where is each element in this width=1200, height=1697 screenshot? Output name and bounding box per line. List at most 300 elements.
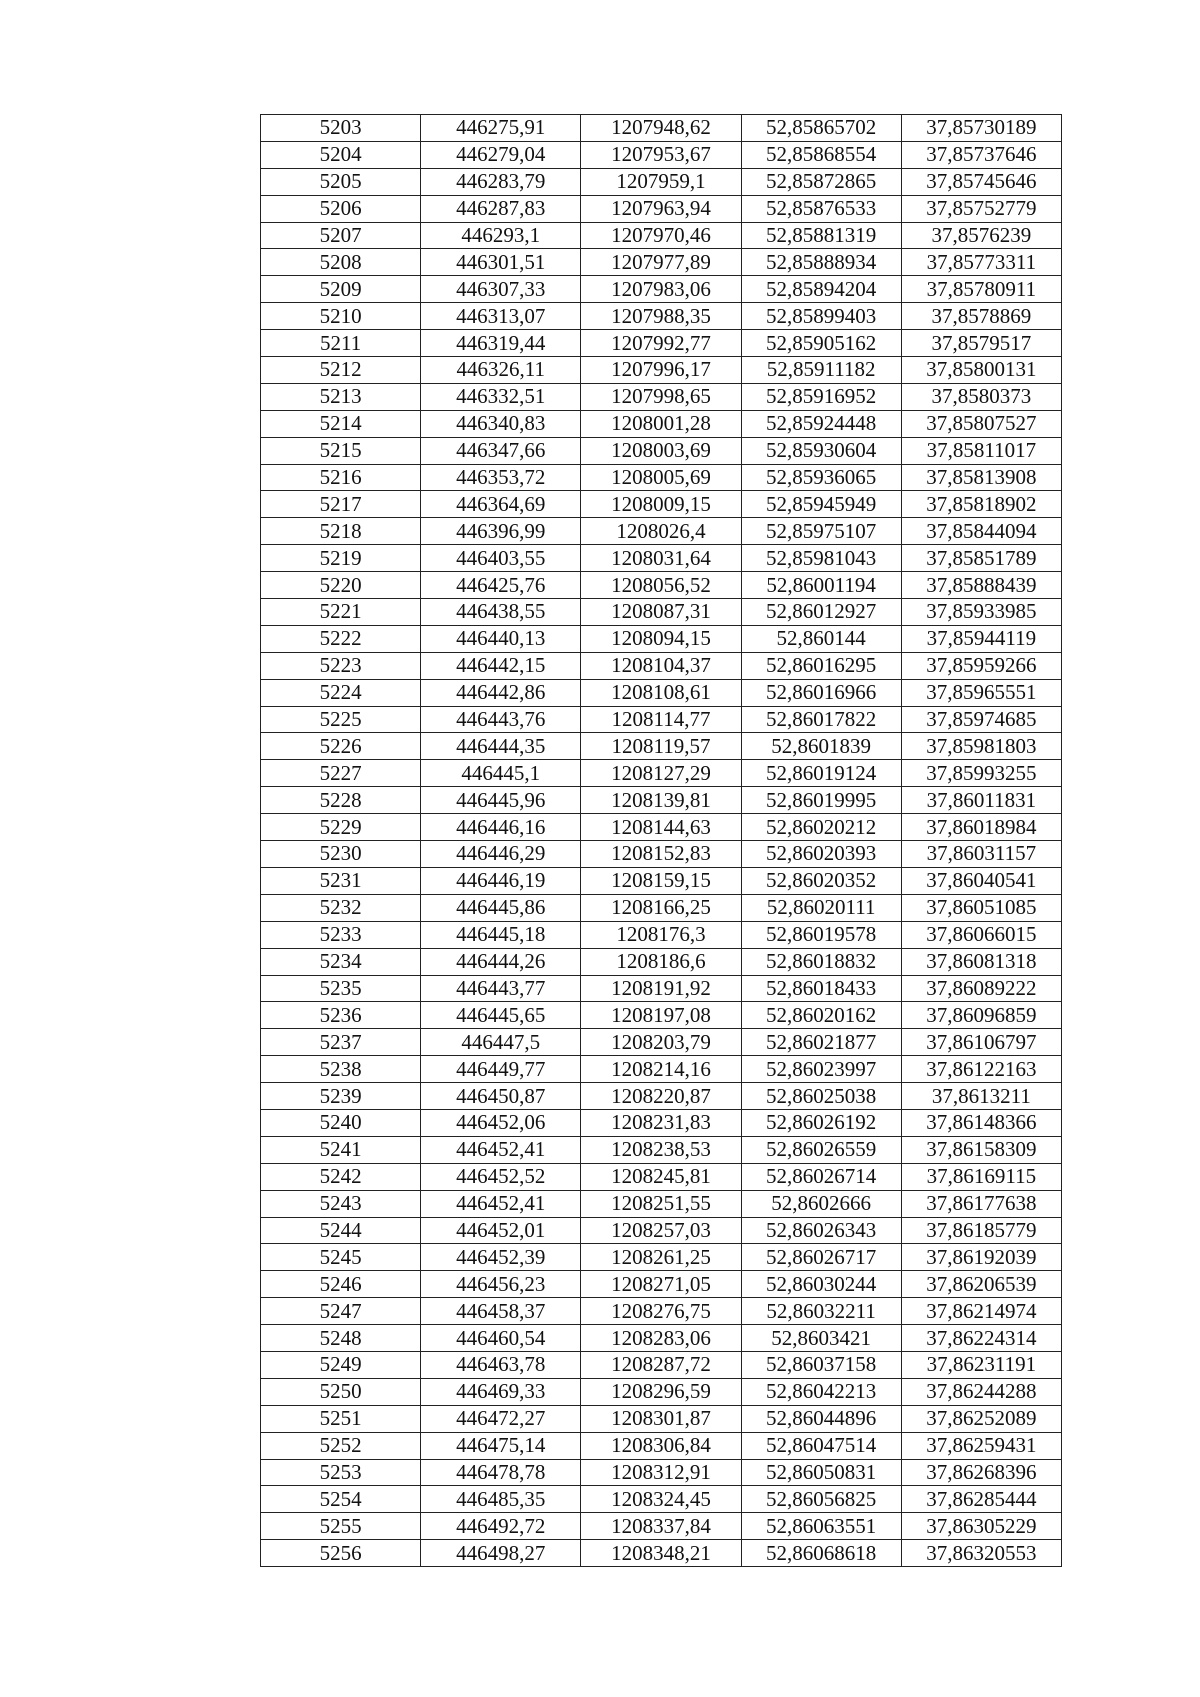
longitude-cell: 37,86051085	[901, 894, 1061, 921]
x-coordinate-cell: 446449,77	[421, 1056, 581, 1083]
longitude-cell: 37,86192039	[901, 1244, 1061, 1271]
x-coordinate-cell: 446425,76	[421, 572, 581, 599]
longitude-cell: 37,86096859	[901, 1002, 1061, 1029]
point-number-cell: 5203	[261, 115, 421, 142]
x-coordinate-cell: 446478,78	[421, 1459, 581, 1486]
longitude-cell: 37,85974685	[901, 706, 1061, 733]
longitude-cell: 37,86106797	[901, 1029, 1061, 1056]
x-coordinate-cell: 446475,14	[421, 1432, 581, 1459]
y-coordinate-cell: 1208251,55	[581, 1190, 741, 1217]
table-row	[261, 894, 1062, 921]
y-coordinate-cell: 1207977,89	[581, 249, 741, 276]
point-number-cell: 5208	[261, 249, 421, 276]
x-coordinate-cell: 446469,33	[421, 1378, 581, 1405]
longitude-cell: 37,86158309	[901, 1136, 1061, 1163]
table-row	[261, 518, 1062, 545]
y-coordinate-cell: 1208114,77	[581, 706, 741, 733]
point-number-cell: 5221	[261, 599, 421, 626]
coordinates-table	[260, 114, 1062, 1567]
latitude-cell: 52,86042213	[741, 1378, 901, 1405]
longitude-cell: 37,86252089	[901, 1405, 1061, 1432]
y-coordinate-cell: 1208348,21	[581, 1540, 741, 1567]
longitude-cell: 37,85993255	[901, 760, 1061, 787]
x-coordinate-cell: 446301,51	[421, 249, 581, 276]
x-coordinate-cell: 446452,41	[421, 1136, 581, 1163]
latitude-cell: 52,86025038	[741, 1083, 901, 1110]
x-coordinate-cell: 446492,72	[421, 1513, 581, 1540]
latitude-cell: 52,85916952	[741, 383, 901, 410]
table-row	[261, 1405, 1062, 1432]
x-coordinate-cell: 446364,69	[421, 491, 581, 518]
y-coordinate-cell: 1208176,3	[581, 921, 741, 948]
longitude-cell: 37,86185779	[901, 1217, 1061, 1244]
table-row	[261, 383, 1062, 410]
x-coordinate-cell: 446443,77	[421, 975, 581, 1002]
latitude-cell: 52,86019124	[741, 760, 901, 787]
point-number-cell: 5213	[261, 383, 421, 410]
latitude-cell: 52,85981043	[741, 545, 901, 572]
latitude-cell: 52,86044896	[741, 1405, 901, 1432]
point-number-cell: 5236	[261, 1002, 421, 1029]
point-number-cell: 5220	[261, 572, 421, 599]
latitude-cell: 52,86020212	[741, 814, 901, 841]
latitude-cell: 52,86037158	[741, 1351, 901, 1378]
table-row	[261, 733, 1062, 760]
longitude-cell: 37,85818902	[901, 491, 1061, 518]
table-row	[261, 1540, 1062, 1567]
x-coordinate-cell: 446403,55	[421, 545, 581, 572]
latitude-cell: 52,85936065	[741, 464, 901, 491]
table-row	[261, 1136, 1062, 1163]
point-number-cell: 5215	[261, 437, 421, 464]
x-coordinate-cell: 446498,27	[421, 1540, 581, 1567]
table-row	[261, 303, 1062, 330]
table-row	[261, 168, 1062, 195]
y-coordinate-cell: 1208166,25	[581, 894, 741, 921]
longitude-cell: 37,86122163	[901, 1056, 1061, 1083]
longitude-cell: 37,85780911	[901, 276, 1061, 303]
y-coordinate-cell: 1208214,16	[581, 1056, 741, 1083]
table-row	[261, 760, 1062, 787]
longitude-cell: 37,85811017	[901, 437, 1061, 464]
x-coordinate-cell: 446456,23	[421, 1271, 581, 1298]
point-number-cell: 5240	[261, 1109, 421, 1136]
latitude-cell: 52,86017822	[741, 706, 901, 733]
latitude-cell: 52,86016966	[741, 679, 901, 706]
latitude-cell: 52,85975107	[741, 518, 901, 545]
x-coordinate-cell: 446452,52	[421, 1163, 581, 1190]
point-number-cell: 5253	[261, 1459, 421, 1486]
point-number-cell: 5244	[261, 1217, 421, 1244]
point-number-cell: 5245	[261, 1244, 421, 1271]
table-row	[261, 1244, 1062, 1271]
y-coordinate-cell: 1208087,31	[581, 599, 741, 626]
table-row	[261, 1432, 1062, 1459]
point-number-cell: 5241	[261, 1136, 421, 1163]
point-number-cell: 5251	[261, 1405, 421, 1432]
longitude-cell: 37,86177638	[901, 1190, 1061, 1217]
x-coordinate-cell: 446452,39	[421, 1244, 581, 1271]
latitude-cell: 52,86018832	[741, 948, 901, 975]
x-coordinate-cell: 446452,41	[421, 1190, 581, 1217]
latitude-cell: 52,85911182	[741, 357, 901, 384]
latitude-cell: 52,86012927	[741, 599, 901, 626]
x-coordinate-cell: 446287,83	[421, 195, 581, 222]
point-number-cell: 5242	[261, 1163, 421, 1190]
latitude-cell: 52,85930604	[741, 437, 901, 464]
longitude-cell: 37,86214974	[901, 1298, 1061, 1325]
table-row	[261, 625, 1062, 652]
point-number-cell: 5232	[261, 894, 421, 921]
x-coordinate-cell: 446445,1	[421, 760, 581, 787]
point-number-cell: 5226	[261, 733, 421, 760]
longitude-cell: 37,85944119	[901, 625, 1061, 652]
x-coordinate-cell: 446353,72	[421, 464, 581, 491]
table-row	[261, 464, 1062, 491]
longitude-cell: 37,85965551	[901, 679, 1061, 706]
y-coordinate-cell: 1208009,15	[581, 491, 741, 518]
y-coordinate-cell: 1207983,06	[581, 276, 741, 303]
table-row	[261, 841, 1062, 868]
y-coordinate-cell: 1208220,87	[581, 1083, 741, 1110]
y-coordinate-cell: 1208144,63	[581, 814, 741, 841]
point-number-cell: 5214	[261, 410, 421, 437]
x-coordinate-cell: 446396,99	[421, 518, 581, 545]
y-coordinate-cell: 1208245,81	[581, 1163, 741, 1190]
point-number-cell: 5225	[261, 706, 421, 733]
table-row	[261, 1190, 1062, 1217]
longitude-cell: 37,86066015	[901, 921, 1061, 948]
point-number-cell: 5217	[261, 491, 421, 518]
y-coordinate-cell: 1208159,15	[581, 867, 741, 894]
table-row	[261, 545, 1062, 572]
table-row	[261, 1083, 1062, 1110]
table-row	[261, 115, 1062, 142]
longitude-cell: 37,86018984	[901, 814, 1061, 841]
longitude-cell: 37,86040541	[901, 867, 1061, 894]
y-coordinate-cell: 1208306,84	[581, 1432, 741, 1459]
x-coordinate-cell: 446450,87	[421, 1083, 581, 1110]
table-row	[261, 599, 1062, 626]
latitude-cell: 52,85899403	[741, 303, 901, 330]
point-number-cell: 5222	[261, 625, 421, 652]
latitude-cell: 52,85924448	[741, 410, 901, 437]
x-coordinate-cell: 446472,27	[421, 1405, 581, 1432]
y-coordinate-cell: 1208104,37	[581, 652, 741, 679]
latitude-cell: 52,86020162	[741, 1002, 901, 1029]
longitude-cell: 37,86231191	[901, 1351, 1061, 1378]
x-coordinate-cell: 446442,15	[421, 652, 581, 679]
table-row	[261, 1056, 1062, 1083]
longitude-cell: 37,85959266	[901, 652, 1061, 679]
latitude-cell: 52,86026559	[741, 1136, 901, 1163]
latitude-cell: 52,86026717	[741, 1244, 901, 1271]
table-row	[261, 491, 1062, 518]
point-number-cell: 5233	[261, 921, 421, 948]
longitude-cell: 37,86031157	[901, 841, 1061, 868]
point-number-cell: 5211	[261, 330, 421, 357]
table-row	[261, 706, 1062, 733]
longitude-cell: 37,86320553	[901, 1540, 1061, 1567]
table-row	[261, 948, 1062, 975]
longitude-cell: 37,85813908	[901, 464, 1061, 491]
y-coordinate-cell: 1208191,92	[581, 975, 741, 1002]
y-coordinate-cell: 1208001,28	[581, 410, 741, 437]
x-coordinate-cell: 446460,54	[421, 1325, 581, 1352]
y-coordinate-cell: 1207959,1	[581, 168, 741, 195]
x-coordinate-cell: 446444,26	[421, 948, 581, 975]
point-number-cell: 5223	[261, 652, 421, 679]
point-number-cell: 5254	[261, 1486, 421, 1513]
y-coordinate-cell: 1208301,87	[581, 1405, 741, 1432]
longitude-cell: 37,8579517	[901, 330, 1061, 357]
latitude-cell: 52,8602666	[741, 1190, 901, 1217]
point-number-cell: 5212	[261, 357, 421, 384]
latitude-cell: 52,85865702	[741, 115, 901, 142]
table-row	[261, 814, 1062, 841]
x-coordinate-cell: 446463,78	[421, 1351, 581, 1378]
table-row	[261, 867, 1062, 894]
x-coordinate-cell: 446283,79	[421, 168, 581, 195]
y-coordinate-cell: 1208152,83	[581, 841, 741, 868]
longitude-cell: 37,85752779	[901, 195, 1061, 222]
table-row	[261, 787, 1062, 814]
longitude-cell: 37,86148366	[901, 1109, 1061, 1136]
table-row	[261, 679, 1062, 706]
point-number-cell: 5210	[261, 303, 421, 330]
y-coordinate-cell: 1207953,67	[581, 141, 741, 168]
y-coordinate-cell: 1208238,53	[581, 1136, 741, 1163]
y-coordinate-cell: 1208283,06	[581, 1325, 741, 1352]
x-coordinate-cell: 446319,44	[421, 330, 581, 357]
x-coordinate-cell: 446293,1	[421, 222, 581, 249]
longitude-cell: 37,8613211	[901, 1083, 1061, 1110]
point-number-cell: 5228	[261, 787, 421, 814]
table-row	[261, 437, 1062, 464]
y-coordinate-cell: 1207963,94	[581, 195, 741, 222]
point-number-cell: 5231	[261, 867, 421, 894]
x-coordinate-cell: 446279,04	[421, 141, 581, 168]
longitude-cell: 37,85773311	[901, 249, 1061, 276]
point-number-cell: 5246	[261, 1271, 421, 1298]
latitude-cell: 52,8601839	[741, 733, 901, 760]
longitude-cell: 37,85844094	[901, 518, 1061, 545]
x-coordinate-cell: 446438,55	[421, 599, 581, 626]
latitude-cell: 52,86019995	[741, 787, 901, 814]
point-number-cell: 5204	[261, 141, 421, 168]
longitude-cell: 37,85745646	[901, 168, 1061, 195]
table-row	[261, 1325, 1062, 1352]
latitude-cell: 52,86056825	[741, 1486, 901, 1513]
y-coordinate-cell: 1207988,35	[581, 303, 741, 330]
table-row	[261, 1029, 1062, 1056]
latitude-cell: 52,860144	[741, 625, 901, 652]
latitude-cell: 52,86026192	[741, 1109, 901, 1136]
longitude-cell: 37,8578869	[901, 303, 1061, 330]
y-coordinate-cell: 1208337,84	[581, 1513, 741, 1540]
latitude-cell: 52,85888934	[741, 249, 901, 276]
x-coordinate-cell: 446445,86	[421, 894, 581, 921]
table-row	[261, 195, 1062, 222]
longitude-cell: 37,85807527	[901, 410, 1061, 437]
x-coordinate-cell: 446347,66	[421, 437, 581, 464]
point-number-cell: 5234	[261, 948, 421, 975]
latitude-cell: 52,86020111	[741, 894, 901, 921]
x-coordinate-cell: 446447,5	[421, 1029, 581, 1056]
longitude-cell: 37,85981803	[901, 733, 1061, 760]
y-coordinate-cell: 1208231,83	[581, 1109, 741, 1136]
point-number-cell: 5227	[261, 760, 421, 787]
table-row	[261, 1351, 1062, 1378]
table-row	[261, 1002, 1062, 1029]
y-coordinate-cell: 1208056,52	[581, 572, 741, 599]
y-coordinate-cell: 1207992,77	[581, 330, 741, 357]
x-coordinate-cell: 446307,33	[421, 276, 581, 303]
longitude-cell: 37,86259431	[901, 1432, 1061, 1459]
y-coordinate-cell: 1208324,45	[581, 1486, 741, 1513]
table-row	[261, 652, 1062, 679]
point-number-cell: 5206	[261, 195, 421, 222]
latitude-cell: 52,85905162	[741, 330, 901, 357]
point-number-cell: 5247	[261, 1298, 421, 1325]
x-coordinate-cell: 446332,51	[421, 383, 581, 410]
point-number-cell: 5239	[261, 1083, 421, 1110]
longitude-cell: 37,8580373	[901, 383, 1061, 410]
point-number-cell: 5224	[261, 679, 421, 706]
y-coordinate-cell: 1208119,57	[581, 733, 741, 760]
latitude-cell: 52,86019578	[741, 921, 901, 948]
x-coordinate-cell: 446446,29	[421, 841, 581, 868]
point-number-cell: 5209	[261, 276, 421, 303]
table-row	[261, 249, 1062, 276]
table-row	[261, 357, 1062, 384]
x-coordinate-cell: 446452,01	[421, 1217, 581, 1244]
y-coordinate-cell: 1208261,25	[581, 1244, 741, 1271]
table-row	[261, 1298, 1062, 1325]
longitude-cell: 37,86169115	[901, 1163, 1061, 1190]
y-coordinate-cell: 1208197,08	[581, 1002, 741, 1029]
y-coordinate-cell: 1208139,81	[581, 787, 741, 814]
latitude-cell: 52,86021877	[741, 1029, 901, 1056]
longitude-cell: 37,85933985	[901, 599, 1061, 626]
coordinates-table-body	[261, 115, 1062, 1567]
x-coordinate-cell: 446445,65	[421, 1002, 581, 1029]
table-row	[261, 975, 1062, 1002]
y-coordinate-cell: 1208257,03	[581, 1217, 741, 1244]
latitude-cell: 52,86032211	[741, 1298, 901, 1325]
x-coordinate-cell: 446340,83	[421, 410, 581, 437]
y-coordinate-cell: 1207996,17	[581, 357, 741, 384]
point-number-cell: 5249	[261, 1351, 421, 1378]
latitude-cell: 52,86001194	[741, 572, 901, 599]
y-coordinate-cell: 1208287,72	[581, 1351, 741, 1378]
table-row	[261, 330, 1062, 357]
latitude-cell: 52,86020393	[741, 841, 901, 868]
latitude-cell: 52,86068618	[741, 1540, 901, 1567]
latitude-cell: 52,85868554	[741, 141, 901, 168]
x-coordinate-cell: 446326,11	[421, 357, 581, 384]
longitude-cell: 37,86224314	[901, 1325, 1061, 1352]
longitude-cell: 37,86206539	[901, 1271, 1061, 1298]
x-coordinate-cell: 446452,06	[421, 1109, 581, 1136]
longitude-cell: 37,86089222	[901, 975, 1061, 1002]
table-row	[261, 1513, 1062, 1540]
x-coordinate-cell: 446485,35	[421, 1486, 581, 1513]
y-coordinate-cell: 1208312,91	[581, 1459, 741, 1486]
latitude-cell: 52,86047514	[741, 1432, 901, 1459]
point-number-cell: 5229	[261, 814, 421, 841]
point-number-cell: 5219	[261, 545, 421, 572]
table-row	[261, 276, 1062, 303]
x-coordinate-cell: 446444,35	[421, 733, 581, 760]
longitude-cell: 37,86305229	[901, 1513, 1061, 1540]
y-coordinate-cell: 1208186,6	[581, 948, 741, 975]
longitude-cell: 37,85851789	[901, 545, 1061, 572]
latitude-cell: 52,85872865	[741, 168, 901, 195]
latitude-cell: 52,86023997	[741, 1056, 901, 1083]
y-coordinate-cell: 1208026,4	[581, 518, 741, 545]
table-row	[261, 1271, 1062, 1298]
y-coordinate-cell: 1208203,79	[581, 1029, 741, 1056]
y-coordinate-cell: 1208276,75	[581, 1298, 741, 1325]
latitude-cell: 52,85945949	[741, 491, 901, 518]
longitude-cell: 37,86081318	[901, 948, 1061, 975]
x-coordinate-cell: 446443,76	[421, 706, 581, 733]
latitude-cell: 52,86018433	[741, 975, 901, 1002]
x-coordinate-cell: 446445,18	[421, 921, 581, 948]
point-number-cell: 5252	[261, 1432, 421, 1459]
latitude-cell: 52,85876533	[741, 195, 901, 222]
point-number-cell: 5238	[261, 1056, 421, 1083]
x-coordinate-cell: 446313,07	[421, 303, 581, 330]
table-row	[261, 1109, 1062, 1136]
x-coordinate-cell: 446445,96	[421, 787, 581, 814]
point-number-cell: 5237	[261, 1029, 421, 1056]
y-coordinate-cell: 1207998,65	[581, 383, 741, 410]
table-row	[261, 1163, 1062, 1190]
point-number-cell: 5256	[261, 1540, 421, 1567]
y-coordinate-cell: 1208005,69	[581, 464, 741, 491]
y-coordinate-cell: 1208094,15	[581, 625, 741, 652]
latitude-cell: 52,86020352	[741, 867, 901, 894]
y-coordinate-cell: 1207948,62	[581, 115, 741, 142]
latitude-cell: 52,86063551	[741, 1513, 901, 1540]
longitude-cell: 37,86011831	[901, 787, 1061, 814]
table-row	[261, 1486, 1062, 1513]
point-number-cell: 5230	[261, 841, 421, 868]
longitude-cell: 37,8576239	[901, 222, 1061, 249]
y-coordinate-cell: 1208003,69	[581, 437, 741, 464]
y-coordinate-cell: 1208031,64	[581, 545, 741, 572]
latitude-cell: 52,8603421	[741, 1325, 901, 1352]
latitude-cell: 52,85881319	[741, 222, 901, 249]
point-number-cell: 5216	[261, 464, 421, 491]
point-number-cell: 5205	[261, 168, 421, 195]
x-coordinate-cell: 446440,13	[421, 625, 581, 652]
point-number-cell: 5248	[261, 1325, 421, 1352]
y-coordinate-cell: 1207970,46	[581, 222, 741, 249]
latitude-cell: 52,86026714	[741, 1163, 901, 1190]
x-coordinate-cell: 446458,37	[421, 1298, 581, 1325]
point-number-cell: 5243	[261, 1190, 421, 1217]
latitude-cell: 52,86026343	[741, 1217, 901, 1244]
table-row	[261, 222, 1062, 249]
y-coordinate-cell: 1208271,05	[581, 1271, 741, 1298]
x-coordinate-cell: 446275,91	[421, 115, 581, 142]
longitude-cell: 37,86285444	[901, 1486, 1061, 1513]
point-number-cell: 5255	[261, 1513, 421, 1540]
point-number-cell: 5218	[261, 518, 421, 545]
